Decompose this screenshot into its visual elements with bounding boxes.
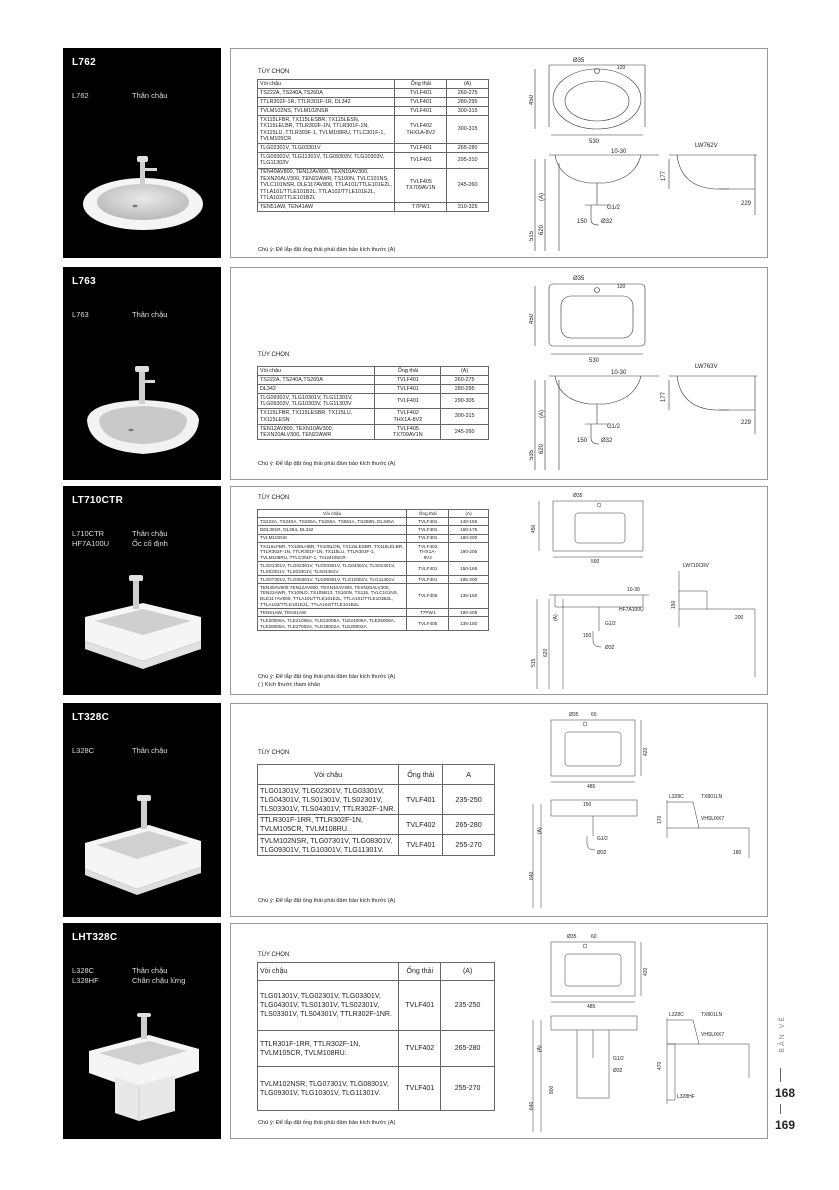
product-panel — [63, 48, 221, 258]
col-basin-header: Vòi chậu — [258, 765, 399, 785]
dim-label: Ø32 — [597, 850, 607, 856]
dim-label: (A) — [539, 193, 545, 201]
table-header — [258, 510, 489, 518]
dim-label: 530 — [589, 358, 600, 364]
table-row: TLG09301V, TLG11301V, TLG09303V, TLG10303V, TLG11303V TVLF401 295-310 — [258, 153, 489, 168]
dim-label: L328C — [669, 794, 684, 800]
product-code: LT710CTR — [72, 495, 124, 506]
product-section-lt328c — [63, 703, 768, 917]
dim-label: 229 — [741, 201, 752, 207]
dim-label: 10-30 — [627, 587, 640, 593]
table-row: TVLM102NSR, TLG07301V, TLG08301V, TLG09301V, TLG10301V, TLG11301V. TVLF401 255-270 — [258, 835, 495, 856]
dim-label: Ø32 — [601, 438, 613, 444]
dim-label: (A) — [537, 1045, 543, 1052]
dim-label: G1/2 — [607, 424, 621, 430]
table-row: TEN40AV800, TEN12AV800, TEXN10AV300, TEXN20ALV300, TEN22AWR, TS100N, TVLC101NS, TVLC101NSR, DLE117AV800, TTLA101/TTLE101E2L, TTLA101/TTLE101B2L, TTLA102/TTLE101E2L, TTLA102/TTLE101B2L TVLF405 TX709AV1N 245-260 — [258, 168, 489, 203]
dim-label: 620 — [539, 224, 545, 235]
dim-label: 10-30 — [611, 149, 627, 155]
col-pipe-header: Ống thải — [395, 80, 447, 89]
options-table — [257, 509, 489, 631]
table-row: TS222A, TS240A,TS260A TVLF401 260-275 — [258, 376, 489, 385]
part-model: L328C — [72, 746, 95, 755]
table-header — [258, 367, 489, 376]
col-a-header: A — [443, 765, 495, 785]
dim-label: Ø35 — [573, 58, 585, 64]
table-row: TX115LFBR, TX115LESBR, TX115LU, TX115LESN TVLF402 THX1A-8V2 300-315 — [258, 409, 489, 424]
reference-note: ( ) Kích thước tham khảo — [258, 682, 321, 688]
dim-label: 60 — [591, 712, 597, 718]
options-table — [257, 764, 495, 856]
part-model: L710CTR — [72, 529, 105, 538]
dim-label: (A) — [539, 410, 545, 418]
table-row: TEN51AW, TEN41AW T7PW1 190-205 — [258, 609, 489, 617]
parts-list — [72, 746, 167, 756]
dim-label: 450 — [529, 94, 535, 105]
install-note: Chú ý: Để lắp đặt ống thải phải đảm bảo kích thước (A) — [258, 674, 396, 680]
table-row: TLG01301V, TLG02301V, TLG03301V, TLG04301V, TLS01301V, TLS02301V, TLS03301V, TLS04301V TVLF401 150-165 — [258, 562, 489, 576]
table-row: TVLM102NS, TVLM102NSR TVLF401 300-315 — [258, 107, 489, 116]
col-pipe-header: Ống thải — [375, 367, 441, 376]
basin-photo — [79, 132, 207, 242]
col-pipe-header: Ống thải — [399, 963, 441, 981]
dim-label: G1/2 — [605, 621, 616, 627]
dim-label: 515 — [531, 658, 537, 667]
options-table — [257, 79, 489, 212]
table-row: TTLR301F-1RR, TTLR302F-1N, TVLM105CR, TVLM108RU. TVLF402 265-280 — [258, 1031, 495, 1067]
table-row: TEN51AW, TEN41AW T7PW1 310-325 — [258, 203, 489, 212]
part-name: Thân chậu — [132, 91, 168, 100]
page-divider — [780, 1104, 781, 1114]
dim-label: G1/2 — [613, 1056, 624, 1062]
table-row: TVLM102NSR, TLG07301V, TLG08301V, TLG09301V, TLG10301V, TLG11301V. TVLF401 255-270 — [258, 1067, 495, 1111]
table-row: DDL301R, DL354, DL342 TVLF401 160-175 — [258, 526, 489, 534]
col-a-header: (A) — [441, 367, 489, 376]
dim-label: LW763V — [695, 364, 718, 370]
options-title: TÙY CHỌN — [258, 952, 290, 958]
part-name: Thân chậu — [132, 529, 168, 538]
col-a-header: (A) — [447, 80, 489, 89]
product-panel — [63, 486, 221, 695]
dim-label: (A) — [553, 614, 559, 621]
table-row: TLG09301V, TLG10301V, TLG11301V, TLG09303V, TLG10303V, TLG11303V TVLF401 290-305 — [258, 394, 489, 409]
dim-label: 229 — [741, 420, 752, 426]
dim-label: 470 — [657, 1061, 663, 1070]
technical-drawing — [529, 491, 761, 691]
dim-label: 177 — [661, 391, 667, 402]
install-note: Chú ý: Để lắp đặt ống thải phải đảm bảo kích thước (A) — [258, 898, 396, 904]
dim-label: 420 — [643, 967, 649, 976]
dim-label: 177 — [661, 170, 667, 181]
table-row: TX115LFBR, TX115LESBR, TX115LESN, TX115LELBR, TTLR302F-1N, TTLR301F-1N, TX115LU, TTLR303F-1, TVLM108RU, TTLC301F-1, TVLM105CR TVLF402 THX1A-8V2 300-315 — [258, 116, 489, 144]
dim-label: 120 — [617, 284, 626, 290]
product-code: LHT328C — [72, 932, 118, 943]
dim-label: 150 — [577, 438, 588, 444]
sidebar-label: BẢN VẼ — [779, 1015, 786, 1053]
dim-label: TX801LN — [701, 1012, 723, 1018]
basin-photo — [79, 569, 207, 679]
dim-label: 515 — [529, 230, 535, 241]
page-divider — [780, 1068, 781, 1082]
dim-label: Ø35 — [567, 934, 577, 940]
table-row: TLG07301V, TLG08301V, TLG09301V, TLG10301V, TLG11301V TVLF401 185-200 — [258, 575, 489, 583]
dim-label: 150 — [577, 219, 588, 225]
dim-label: 170 — [657, 815, 663, 824]
table-row: DL342 TVLF401 280-295 — [258, 385, 489, 394]
spec-panel — [230, 267, 768, 480]
part-model: L328C — [72, 966, 95, 975]
part-model: L762 — [72, 91, 89, 100]
spec-panel — [230, 48, 768, 258]
part-name: Thân chậu — [132, 746, 168, 755]
dim-label: LW710CRV — [683, 563, 709, 569]
dim-label: 800 — [549, 1085, 555, 1094]
dim-label: 485 — [587, 1004, 596, 1010]
dim-label: 120 — [617, 65, 626, 71]
dim-label: 620 — [539, 443, 545, 454]
dim-label: 450 — [529, 313, 535, 324]
table-header — [258, 80, 489, 89]
table-row: TTLR301F-1RR, TTLR302F-1N, TVLM105CR, TVLM108RU. TVLF402 265-280 — [258, 814, 495, 835]
dim-label: VHSUXK7 — [701, 1032, 725, 1038]
table-row: TS222A, TS240A,TS260A TVLF401 260-275 — [258, 89, 489, 98]
options-title: TÙY CHỌN — [258, 352, 290, 358]
col-basin-header: Vòi chậu — [258, 510, 407, 518]
dim-label: (A) — [537, 827, 543, 834]
dim-label: 60 — [591, 934, 597, 940]
part-model: L328HF — [72, 976, 99, 985]
dim-label: 180 — [733, 850, 742, 856]
product-section-lt710ctr — [63, 486, 768, 695]
product-section-l762 — [63, 48, 768, 258]
table-header — [258, 963, 495, 981]
dim-label: Ø32 — [613, 1068, 623, 1074]
col-pipe-header: Ống thải — [399, 765, 443, 785]
parts-list — [72, 91, 167, 101]
options-table — [257, 962, 495, 1111]
dim-label: 640 — [529, 871, 535, 880]
part-model: L763 — [72, 310, 89, 319]
options-table — [257, 366, 489, 440]
dim-label: 500 — [591, 559, 600, 565]
table-row: TX115LFBR, TX108LHBR, TX108LDN, TX115LESBR, TX115LELBR, TTLR302F-1N, TTLR301F-1N, TX115LU, TTLR303F-1, TVLM108RU, TTLC301F-1, TVLM105CR TVLF402 THX1A- 8V2 190-205 — [258, 542, 489, 561]
dim-label: 535 — [529, 449, 535, 460]
col-a-header: (A) — [441, 963, 495, 981]
part-name: Thân chậu — [132, 310, 168, 319]
options-title: TÙY CHỌN — [258, 750, 290, 756]
table-header — [258, 765, 495, 785]
table-row: TLG02301V, TLG03301V TVLF401 265-280 — [258, 144, 489, 153]
product-panel — [63, 923, 221, 1139]
col-basin-header: Vòi chậu — [258, 963, 399, 981]
table-row: TLE20006A, TLE21006A, TLE22006A, TLE24006A, TLE25006A, TLE26006A, TLE27002A, TLE28002A, TLE29002A TVLF405 135-150 — [258, 617, 489, 631]
product-section-lht328c — [63, 923, 768, 1139]
dim-label: L328C — [669, 1012, 684, 1018]
parts-list — [72, 310, 167, 320]
technical-drawing — [529, 708, 761, 912]
table-row: TTLR302F-1R, TTLR301F-1R, DL342 TVLF401 280-295 — [258, 98, 489, 107]
install-note: Chú ý: Để lắp đặt ống thải phải đảm bảo kích thước (A) — [258, 247, 396, 253]
product-panel — [63, 703, 221, 917]
product-section-l763 — [63, 267, 768, 480]
dim-label: 150 — [583, 633, 592, 639]
spec-panel — [230, 703, 768, 917]
dim-label: Ø32 — [601, 219, 613, 225]
dim-label: 150 — [583, 802, 592, 808]
table-row: TVLM102NS TVLF401 180-200 — [258, 534, 489, 542]
dim-label: 150 — [671, 600, 677, 609]
part-name: Ốc cố định — [132, 539, 168, 548]
dim-label: G1/2 — [607, 205, 621, 211]
dim-label: Ø35 — [569, 712, 579, 718]
dim-label: Ø35 — [573, 276, 585, 282]
options-title: TÙY CHỌN — [258, 69, 290, 75]
basin-photo — [79, 1013, 207, 1123]
dim-label: 530 — [589, 139, 600, 145]
technical-drawing — [529, 928, 761, 1134]
dim-label: HF7A100U — [619, 607, 644, 613]
basin-photo — [79, 791, 207, 901]
dim-label: Ø35 — [573, 493, 583, 499]
parts-list — [72, 529, 168, 549]
dim-label: L328HF — [677, 1094, 695, 1100]
dim-label: 200 — [735, 615, 744, 621]
product-panel — [63, 267, 221, 480]
col-pipe-header: Ống thải — [407, 510, 449, 518]
dim-label: 10-30 — [611, 370, 627, 376]
col-basin-header: Vòi chậu — [258, 367, 375, 376]
spec-panel — [230, 923, 768, 1139]
basin-photo — [79, 354, 207, 464]
dim-label: G1/2 — [597, 836, 608, 842]
table-row: TLG01301V, TLG02301V, TLG03301V, TLG04301V, TLS01301V, TLS02301V, TLS03301V, TLS04301V, TTLR302F-1NR. TVLF401 235-250 — [258, 785, 495, 815]
part-name: Thân chậu — [132, 966, 168, 975]
dim-label: 620 — [543, 648, 549, 657]
parts-list — [72, 966, 185, 986]
dim-label: 450 — [531, 524, 537, 533]
dim-label: TX801LN — [701, 794, 723, 800]
table-row: TEN40AV800,TEN12AV800, TEXN10AV300, TEXN20ALV300, TEN22AWR, TX109LD, TS105B13, TS100N, TS115, TVLC101NS, DLE117AV800, TTLA101/TTLE101E2L, TTLA101/TTLE101B2L, TTLA102/TTLE101E2L, TTLA102/TTLE101B2L TVLF405 135-150 — [258, 584, 489, 609]
install-note: Chú ý: Để lắp đặt ống thải phải đảm bảo kích thước (A) — [258, 1120, 396, 1126]
table-row: TEN12AV800, TEXN10AV300, TEXN20ALV300, TEN22AWR TVLF405 TX709AV1N 245-260 — [258, 424, 489, 439]
dim-label: VHSUXK7 — [701, 816, 725, 822]
dim-label: 420 — [643, 747, 649, 756]
page-number-right: 169 — [775, 1118, 796, 1132]
col-basin-header: Vòi chậu — [258, 80, 395, 89]
install-note: Chú ý: Để lắp đặt ống thải phải đảm bảo kích thước (A) — [258, 461, 396, 467]
page-number-left: 168 — [775, 1086, 796, 1100]
options-title: TÙY CHỌN — [258, 495, 290, 501]
dim-label: LW762V — [695, 143, 718, 149]
product-code: L763 — [72, 276, 96, 287]
dim-label: 485 — [587, 784, 596, 790]
product-code: LT328C — [72, 712, 110, 723]
spec-panel — [230, 486, 768, 695]
part-model: HF7A100U — [72, 539, 110, 548]
product-code: L762 — [72, 57, 96, 68]
table-row: TLG01301V, TLG02301V, TLG03301V, TLG04301V, TLS01301V, TLS02301V, TLS03301V, TLS04301V, TTLR302F-1NR. TVLF401 235-250 — [258, 981, 495, 1031]
table-row: TS222A, TS240A, TS205A, TS260A, TS561A, TS268N, DL345A TVLF401 140-155 — [258, 518, 489, 526]
col-a-header: (A) — [449, 510, 489, 518]
dim-label: 640 — [529, 1101, 535, 1110]
technical-drawing — [529, 272, 761, 472]
technical-drawing — [529, 55, 761, 251]
part-name: Chân chậu lửng — [132, 976, 186, 985]
dim-label: Ø32 — [605, 645, 615, 651]
